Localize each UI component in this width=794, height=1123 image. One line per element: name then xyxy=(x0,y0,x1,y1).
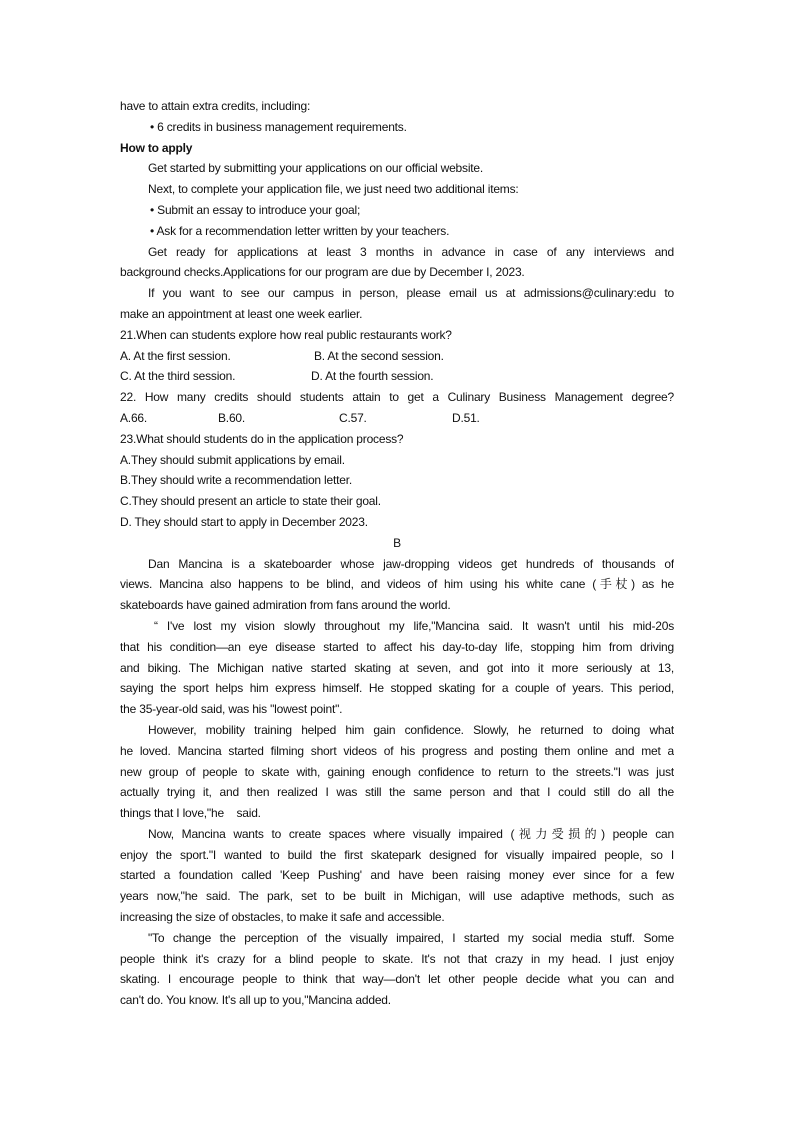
paragraph-line: that his condition—an eye disease started to affect his day-to-day life, stopping him from driving xyxy=(120,639,674,654)
paragraph-line: actually trying it, and then realized I was still the same person and that I could still do all the xyxy=(120,785,674,800)
document-page xyxy=(120,96,674,1011)
paragraph-line: However, mobility training helped him gain confidence. Slowly, he returned to doing what xyxy=(148,722,674,737)
bullet-item: • Submit an essay to introduce your goal; xyxy=(150,202,361,217)
paragraph-line: started a foundation called 'Keep Pushing' and have been raising money ever since for a few xyxy=(120,868,674,883)
paragraph-line: can't do. You know. It's all up to you,"Mancina added. xyxy=(120,993,391,1008)
option-d: D.51. xyxy=(452,410,480,425)
question-22-stem: 22. How many credits should students attain to get a Culinary Business Management degree? xyxy=(120,390,674,405)
text-line: have to attain extra credits, including: xyxy=(120,99,311,113)
paragraph-line: make an appointment at least one week earlier. xyxy=(120,306,363,321)
paragraph-line: enjoy the sport."I wanted to build the first skatepark designed for visually impaired people, so I xyxy=(120,847,674,862)
paragraph-line: background checks.Applications for our program are due by December I, 2023. xyxy=(120,265,525,280)
bullet-item: • Ask for a recommendation letter written by your teachers. xyxy=(150,223,450,238)
option-b: B.They should write a recommendation letter. xyxy=(120,473,352,488)
paragraph-line: “ I've lost my vision slowly throughout my life,"Mancina said. It wasn't until his mid-20s xyxy=(154,618,674,633)
paragraph-line: things that I love,"he said. xyxy=(120,806,261,821)
option-a: A.66. xyxy=(120,410,148,425)
paragraph-line: Get ready for applications at least 3 months in advance in case of any interviews and xyxy=(148,244,674,259)
question-21-options-row xyxy=(120,366,674,387)
option-d: D. At the fourth session. xyxy=(311,369,434,384)
paragraph-line: If you want to see our campus in person, please email us at admissions@culinary:edu to xyxy=(148,286,674,301)
paragraph-line: Dan Mancina is a skateboarder whose jaw-dropping videos get hundreds of thousands of xyxy=(148,556,674,571)
question-23-stem: 23.What should students do in the application process? xyxy=(120,431,404,446)
option-c: C.57. xyxy=(339,410,367,425)
paragraph: Next, to complete your application file, we just need two additional items: xyxy=(148,182,519,197)
paragraph-line: "To change the perception of the visually impaired, I started my social media stuff. Some xyxy=(148,930,674,945)
question-21-stem: 21.When can students explore how real public restaurants work? xyxy=(120,327,452,342)
option-c: C.They should present an article to state their goal. xyxy=(120,494,381,509)
paragraph-line: Now, Mancina wants to create spaces where visually impaired (视力受损的) people can xyxy=(148,826,674,841)
question-21-options-row xyxy=(120,346,674,367)
paragraph-line: saying the sport helps him express himself. He stopped skating for a couple of years. This period, xyxy=(120,681,674,696)
option-c: C. At the third session. xyxy=(120,369,236,384)
option-d: D. They should start to apply in December 2023. xyxy=(120,514,368,529)
paragraph-line: views. Mancina also happens to be blind, and videos of him using his white cane (手杖) as he xyxy=(120,577,674,592)
option-b: B.60. xyxy=(218,410,246,425)
paragraph-line: the 35-year-old said, was his "lowest point". xyxy=(120,702,343,717)
paragraph: Get started by submitting your applications on our official website. xyxy=(148,161,484,176)
paragraph-line: people think it's crazy for a blind people to skate. It's not that crazy in my head. I just enjoy xyxy=(120,951,674,966)
section-label-b: B xyxy=(393,535,401,550)
paragraph-line: new group of people to skate with, gaining enough confidence to return to the streets."I was just xyxy=(120,764,674,779)
option-a: A.They should submit applications by email. xyxy=(120,452,345,467)
paragraph-line: and biking. The Michigan native started skating at seven, and got into it more seriously at 13, xyxy=(120,660,674,675)
paragraph-line: he loved. Mancina started filming short videos of his progress and posting them online and met a xyxy=(120,743,674,758)
bullet-item: • 6 credits in business management requirements. xyxy=(150,119,407,134)
paragraph-line: years now,"he said. The park, set to be built in Michigan, will use adaptive methods, such as xyxy=(120,889,674,904)
option-a: A. At the first session. xyxy=(120,348,231,363)
paragraph-line: increasing the size of obstacles, to make it safe and accessible. xyxy=(120,910,445,925)
paragraph-line: skateboards have gained admiration from fans around the world. xyxy=(120,598,451,613)
option-b: B. At the second session. xyxy=(314,348,444,363)
section-heading: How to apply xyxy=(120,140,193,155)
question-22-options xyxy=(120,408,674,429)
paragraph-line: skating. I encourage people to think that way—don't let other people decide what you can and xyxy=(120,972,674,987)
